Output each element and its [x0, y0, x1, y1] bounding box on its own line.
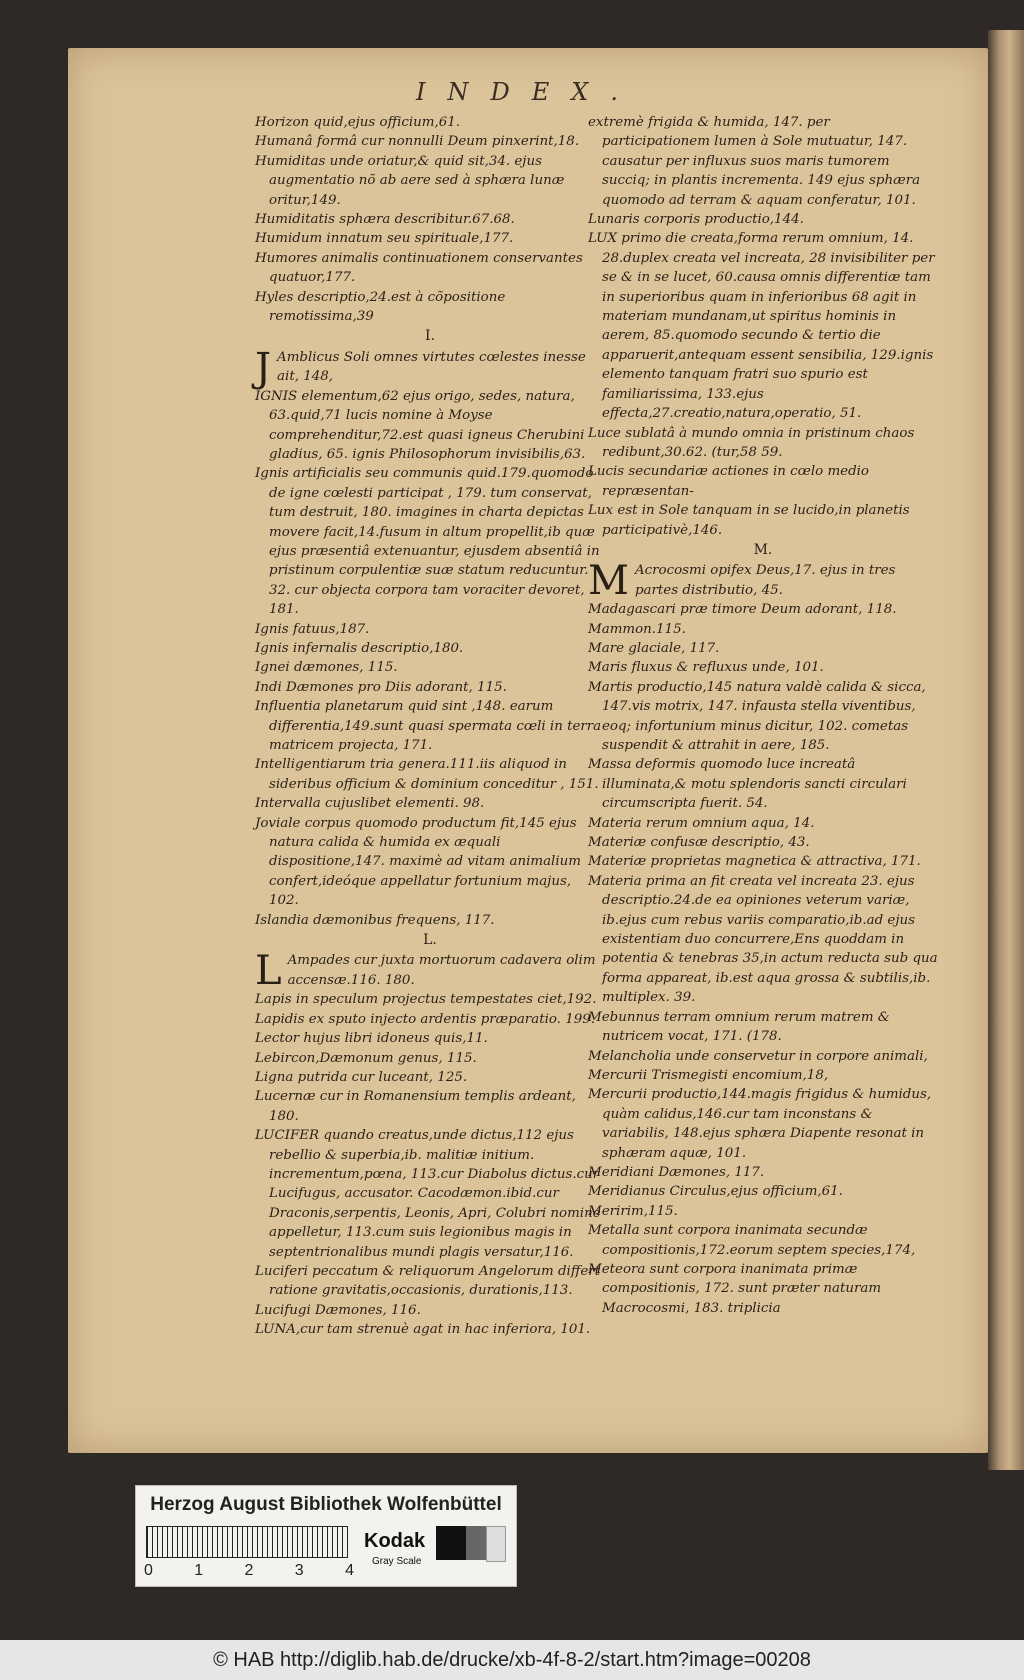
index-entry: Ignis infernalis descriptio,180.: [255, 640, 464, 656]
index-entry-text: Amblicus Soli omnes virtutes cœlestes inesse ait, 148,: [277, 349, 586, 385]
index-entry-text: Acrocosmi opifex Deus,17. ejus in tres partes distributio, 45.: [634, 563, 896, 598]
left-column: [255, 113, 605, 1340]
index-entry: Massa deformis quomodo luce increatâ illuminata,& motu splendoris sancti circulari circumscripta fuerit. 54.: [588, 757, 907, 812]
index-entry-text: Ampades cur juxta mortuorum cadavera olim accensæ.116. 180.: [287, 953, 596, 988]
index-entry: Meteora sunt corpora inanimata primæ compositionis, 172. sunt præter naturam Macrocosmi, 183. triplicia: [588, 1261, 882, 1316]
index-entry: Lux est in Sole tanquam in se lucido,in planetis participativè,146.: [588, 503, 910, 538]
index-entry: Materia prima an fit creata vel increata 23. ejus descriptio.24.de ea opiniones veterum variæ, ib.ejus cum rebus variis comparatio,ib.ad ejus existentiam duo concurrere,Ens quoddam in potentia & tenebras 35,in actum reducta sub qua forma appareat, ib.est aqua grossa & subtilis,ib. multiplex. 39.: [588, 873, 938, 1006]
index-entry: Ignis artificialis seu communis quid.179.quomodo de igne cœlesti participat , 179. tum conservat, tum destruit, 180. imagines in charta depictas movere facit,14.fusum in altum propellit,ib quæ ejus præsentiâ extenuantur, ejusdem absentiâ in pristinum corpulentiæ suæ statum reducuntur. 32. cur objecta corpora tam voraciter devoret, 181.: [255, 466, 600, 618]
index-entry: Ignis fatuus,187.: [255, 621, 370, 637]
index-entry: Lucifugi Dæmones, 116.: [255, 1302, 421, 1318]
index-entry: Humidum innatum seu spirituale,177.: [255, 231, 514, 247]
index-entry: Lapis in speculum projectus tempestates ciet,192.: [255, 992, 597, 1008]
section-letter: M.: [753, 541, 773, 558]
index-entry: Humores animalis continuationem conservantes quatuor,177.: [255, 250, 583, 286]
drop-capital: J: [255, 344, 272, 391]
index-entry: Hyles descriptio,24.est à cõpositione remotissima,39: [255, 289, 506, 325]
index-entry: Ignei dæmones, 115.: [255, 660, 398, 676]
index-entry: Martis productio,145 natura valdè calida & sicca, 147.vis motrix, 147. infausta stella viventibus, eoq; infortunium minus dicitur, 102. cometas suspendit & attrahit in aere, 185.: [588, 679, 926, 753]
index-entry: Lunaris corporis productio,144.: [588, 212, 804, 228]
index-entry: Indi Dæmones pro Diis adorant, 115.: [255, 679, 507, 695]
gray-swatch-black: [436, 1526, 466, 1560]
index-entry: Mercurii Trismegisti encomium,18,: [588, 1067, 829, 1083]
index-entry: Joviale corpus quomodo productum fit,145 ejus natura calida & humida ex æquali dispositione,147. maximè ad vitam animalium confert,ideóque appellatur fortunium majus, 102.: [255, 815, 581, 909]
index-entry: Mercurii productio,144.magis frigidus & humidus, quàm calidus,146.cur tam inconstans & variabilis, 148.ejus sphæra Diapente resonat in sphæram aquæ, 101.: [588, 1087, 932, 1161]
page-header: INDEX.: [416, 78, 640, 106]
gray-swatch-light: [486, 1526, 506, 1562]
gray-scale-label: Gray Scale: [372, 1556, 422, 1567]
next-page-edge: [988, 30, 1024, 1470]
index-entry: Melancholia unde conservetur in corpore animali,: [588, 1048, 928, 1064]
index-entry: [255, 344, 605, 391]
index-entry: Metalla sunt corpora inanimata secundæ compositionis,172.eorum septem species,174,: [588, 1223, 916, 1258]
index-entry: Humiditatis sphæra describitur.67.68.: [255, 212, 515, 228]
index-entry: Horizon quid,ejus officium,61.: [255, 115, 461, 130]
right-column: [588, 113, 938, 1318]
index-entry: Humiditas unde oriatur,& quid sit,34. ejus augmentatio nõ ab aere sed à sphæra lunæ oritur,149.: [255, 153, 565, 208]
index-entry: Lapidis ex sputo injecto ardentis præparatio. 199.: [255, 1011, 596, 1027]
index-entry: Meridianus Circulus,ejus officium,61.: [588, 1184, 843, 1200]
index-entry: Islandia dæmonibus frequens, 117.: [255, 912, 495, 928]
ruler-number: 3: [294, 1562, 304, 1579]
ruler-number: 2: [244, 1562, 254, 1579]
index-entry: LUNA,cur tam strenuè agat in hac inferiora, 101.: [255, 1322, 591, 1338]
index-entry: Mammon.115.: [588, 621, 686, 637]
index-entry: Lucis secundariæ actiones in cœlo medio repræsentan-: [588, 464, 869, 499]
ruler-number: 0: [144, 1562, 153, 1579]
index-entry: Mebunnus terram omnium rerum matrem & nutricem vocat, 171. (178.: [588, 1009, 890, 1045]
index-entry: Luce sublatâ à mundo omnia in pristinum chaos redibunt,30.62. (tur,58 59.: [588, 425, 915, 460]
index-entry: IGNIS elementum,62 ejus origo, sedes, natura, 63.quid,71 lucis nomine à Moyse comprehenditur,72.est quasi igneus Cherubini gladius, 65. ignis Philosophorum invisibilis,63.: [255, 388, 586, 462]
index-entry: Meridiani Dæmones, 117.: [588, 1164, 765, 1180]
gray-swatch-mid: [466, 1526, 486, 1560]
library-name: Herzog August Bibliothek Wolfenbüttel: [150, 1494, 502, 1515]
index-entry: Maris fluxus & refluxus unde, 101.: [588, 660, 824, 676]
scale-ruler: [146, 1526, 348, 1558]
index-entry: Ligna putrida cur luceant, 125.: [255, 1069, 468, 1085]
index-entry: Intelligentiarum tria genera.111.iis aliquod in sideribus officium & dominium conceditur , 151.: [255, 757, 599, 792]
index-entry: LUCIFER quando creatus,unde dictus,112 ejus rebellio & superbia,ib. malitiæ initium. incrementum,pœna, 113.cur Diabolus dictus.cur Lucifugus, accusator. Cacodæmon.ibid.cur Draconis,serpentis, Leonis, Apri, Colubri nomine appelletur, 113.cum suis legionibus magis in septentrionalibus mundi plagis versatur,116.: [255, 1128, 601, 1260]
copyright-footer: © HAB http://diglib.hab.de/drucke/xb-4f-8-2/start.htm?image=00208: [0, 1640, 1024, 1680]
library-color-card: [135, 1485, 517, 1587]
index-entry: Materiæ proprietas magnetica & attractiva, 171.: [588, 854, 921, 870]
index-entry: Lucernæ cur in Romanensium templis ardeant, 180.: [255, 1089, 576, 1124]
index-entry: Materiæ confusæ descriptio, 43.: [588, 835, 810, 851]
index-entry: LUX primo die creata,forma rerum omnium, 14. 28.duplex creata vel increata, 28 invisibiliter per se & in se lucet, 60.causa omnis differentiæ tam in superioribus quam in inferioribus 68 agit in materiam mundanam,ut spiritus hominis in aerem, 85.quomodo secundo & tertio die apparuerit,antequam essent sensibilia, 129.ignis elemento tanquam fratri suo spurio est familiarissima, 133.ejus effecta,27.creatio,natura,operatio, 51.: [588, 231, 935, 422]
index-entry: Meririm,115.: [588, 1203, 678, 1219]
section-letter: I.: [425, 328, 435, 345]
ruler-number: 1: [194, 1562, 204, 1579]
index-entry: Materia rerum omnium aqua, 14.: [588, 815, 815, 831]
index-entry: [255, 948, 605, 995]
index-entry: Influentia planetarum quid sint ,148. earum differentia,149.sunt quasi spermata cœli in terra matricem projecta, 171.: [255, 699, 602, 753]
kodak-logo: Kodak: [364, 1530, 426, 1552]
index-entry: Lector hujus libri idoneus quis,11.: [255, 1031, 488, 1047]
index-entry: Mare glaciale, 117.: [588, 640, 720, 656]
section-letter: L.: [423, 932, 437, 949]
index-entry: [588, 558, 938, 605]
ruler-number: 4: [345, 1562, 354, 1579]
drop-capital: L: [255, 948, 282, 995]
index-entry: Madagascari præ timore Deum adorant, 118.: [588, 602, 897, 618]
index-entry: Lebircon,Dæmonum genus, 115.: [255, 1050, 477, 1066]
drop-capital: M: [588, 558, 629, 605]
index-entry: Humanâ formâ cur nonnulli Deum pinxerint,18.: [255, 134, 580, 150]
index-entry: Luciferi peccatum & reliquorum Angelorum differt ratione gravitatis,occasionis, durationis,113.: [255, 1263, 601, 1299]
ruler-numbers: [144, 1562, 354, 1580]
index-entry: Intervalla cujuslibet elementi. 98.: [255, 796, 485, 812]
index-entry: extremè frigida & humida, 147. per participationem lumen à Sole mutuatur, 147. causatur per influxus suos maris tumorem succiq; in plantis incrementa. 149 ejus sphæra quomodo ad terram & aquam conferatur, 101.: [588, 115, 921, 208]
book-page: [68, 48, 988, 1453]
